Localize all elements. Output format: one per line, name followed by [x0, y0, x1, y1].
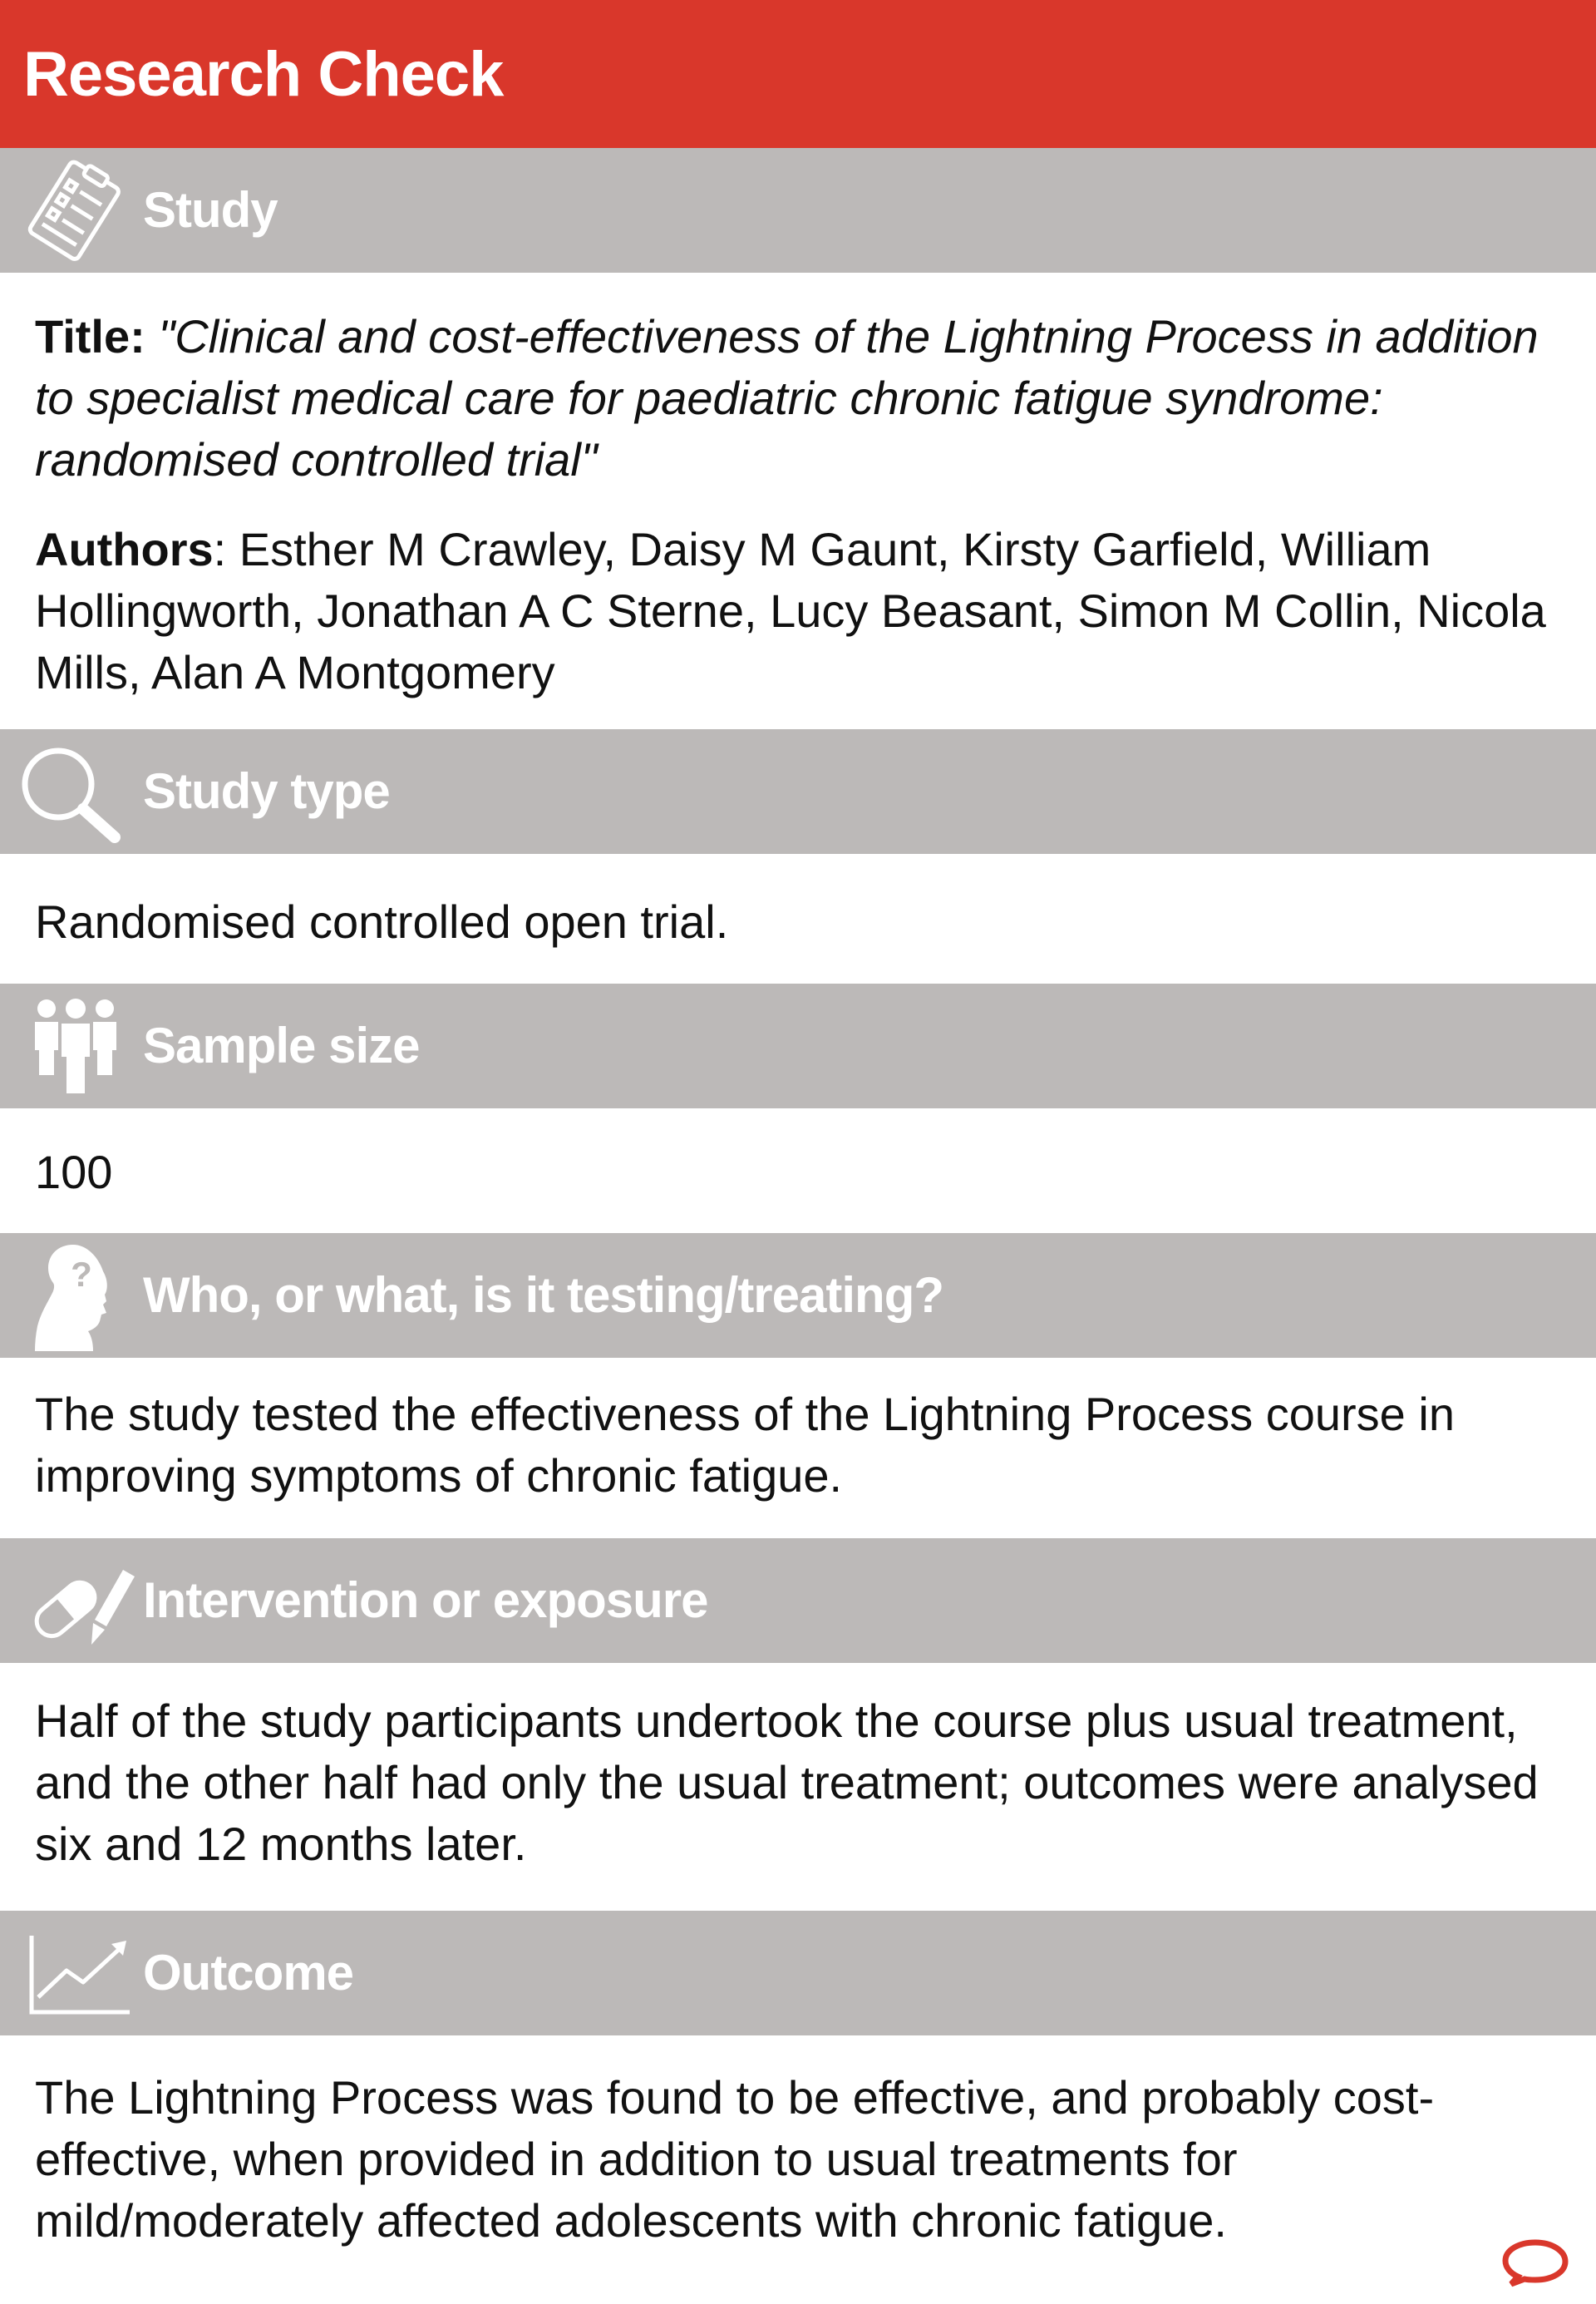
- testing-details: [35, 1384, 1564, 1507]
- section-header-intervention: [0, 1538, 1596, 1663]
- study-title-line: [35, 306, 1564, 491]
- study-type-text: Randomised controlled open trial.: [35, 895, 729, 948]
- section-header-testing: [0, 1233, 1596, 1358]
- head-question-icon: [33, 1240, 125, 1353]
- section-header-outcome: [0, 1911, 1596, 2035]
- sample-size-value: [35, 1142, 1564, 1203]
- section-heading-study: Study: [143, 182, 278, 238]
- intervention-text: Half of the study participants undertook the course plus usual treatment, and the other half had only the usual treatment; outcomes were analysed six and 12 months later.: [35, 1695, 1539, 1870]
- title-label: Title:: [35, 310, 145, 363]
- svg-text:?: ?: [71, 1255, 92, 1294]
- top-banner: [0, 0, 1596, 148]
- study-authors-line: [35, 519, 1564, 703]
- section-heading-intervention: Intervention or exposure: [143, 1572, 708, 1628]
- section-heading-study-type: Study type: [143, 763, 390, 819]
- outcome-details: [35, 2067, 1564, 2252]
- intervention-details: [35, 1690, 1564, 1875]
- authors-label: Authors: [35, 523, 214, 575]
- section-heading-sample-size: Sample size: [143, 1018, 420, 1073]
- speech-bubble-logo-icon: [1500, 2237, 1571, 2287]
- section-header-study: [0, 148, 1596, 273]
- clipboard-checklist-icon: [20, 158, 130, 268]
- study-type-value: [35, 891, 1564, 953]
- magnifying-glass-icon: [15, 741, 123, 844]
- testing-text: The study tested the effectiveness of the Lightning Process course in improving symptoms of chronic fatigue.: [35, 1388, 1455, 1502]
- study-details: [35, 306, 1564, 703]
- study-title: "Clinical and cost-effectiveness of the Lightning Process in addition to specialist medical care for paediatric chronic fatigue syndrome: randomised controlled trial": [35, 310, 1539, 486]
- sample-size-text: 100: [35, 1146, 113, 1198]
- line-chart-icon: [28, 1934, 133, 2017]
- section-heading-testing: Who, or what, is it testing/treating?: [143, 1267, 943, 1323]
- study-authors: : Esther M Crawley, Daisy M Gaunt, Kirsty Garfield, William Hollingworth, Jonathan A C Sterne, Lucy Beasant, Simon M Collin, Nicola Mills, Alan A Montgomery: [35, 523, 1546, 698]
- people-group-icon: [30, 997, 121, 1097]
- page-title: Research Check: [23, 39, 504, 110]
- pill-pen-icon: [30, 1553, 138, 1650]
- outcome-text: The Lightning Process was found to be effective, and probably cost-effective, when provided in addition to usual treatments for mild/moderately affected adolescents with chronic fatigue.: [35, 2071, 1435, 2247]
- section-heading-outcome: Outcome: [143, 1945, 354, 2001]
- section-header-sample-size: [0, 984, 1596, 1108]
- section-header-study-type: [0, 729, 1596, 854]
